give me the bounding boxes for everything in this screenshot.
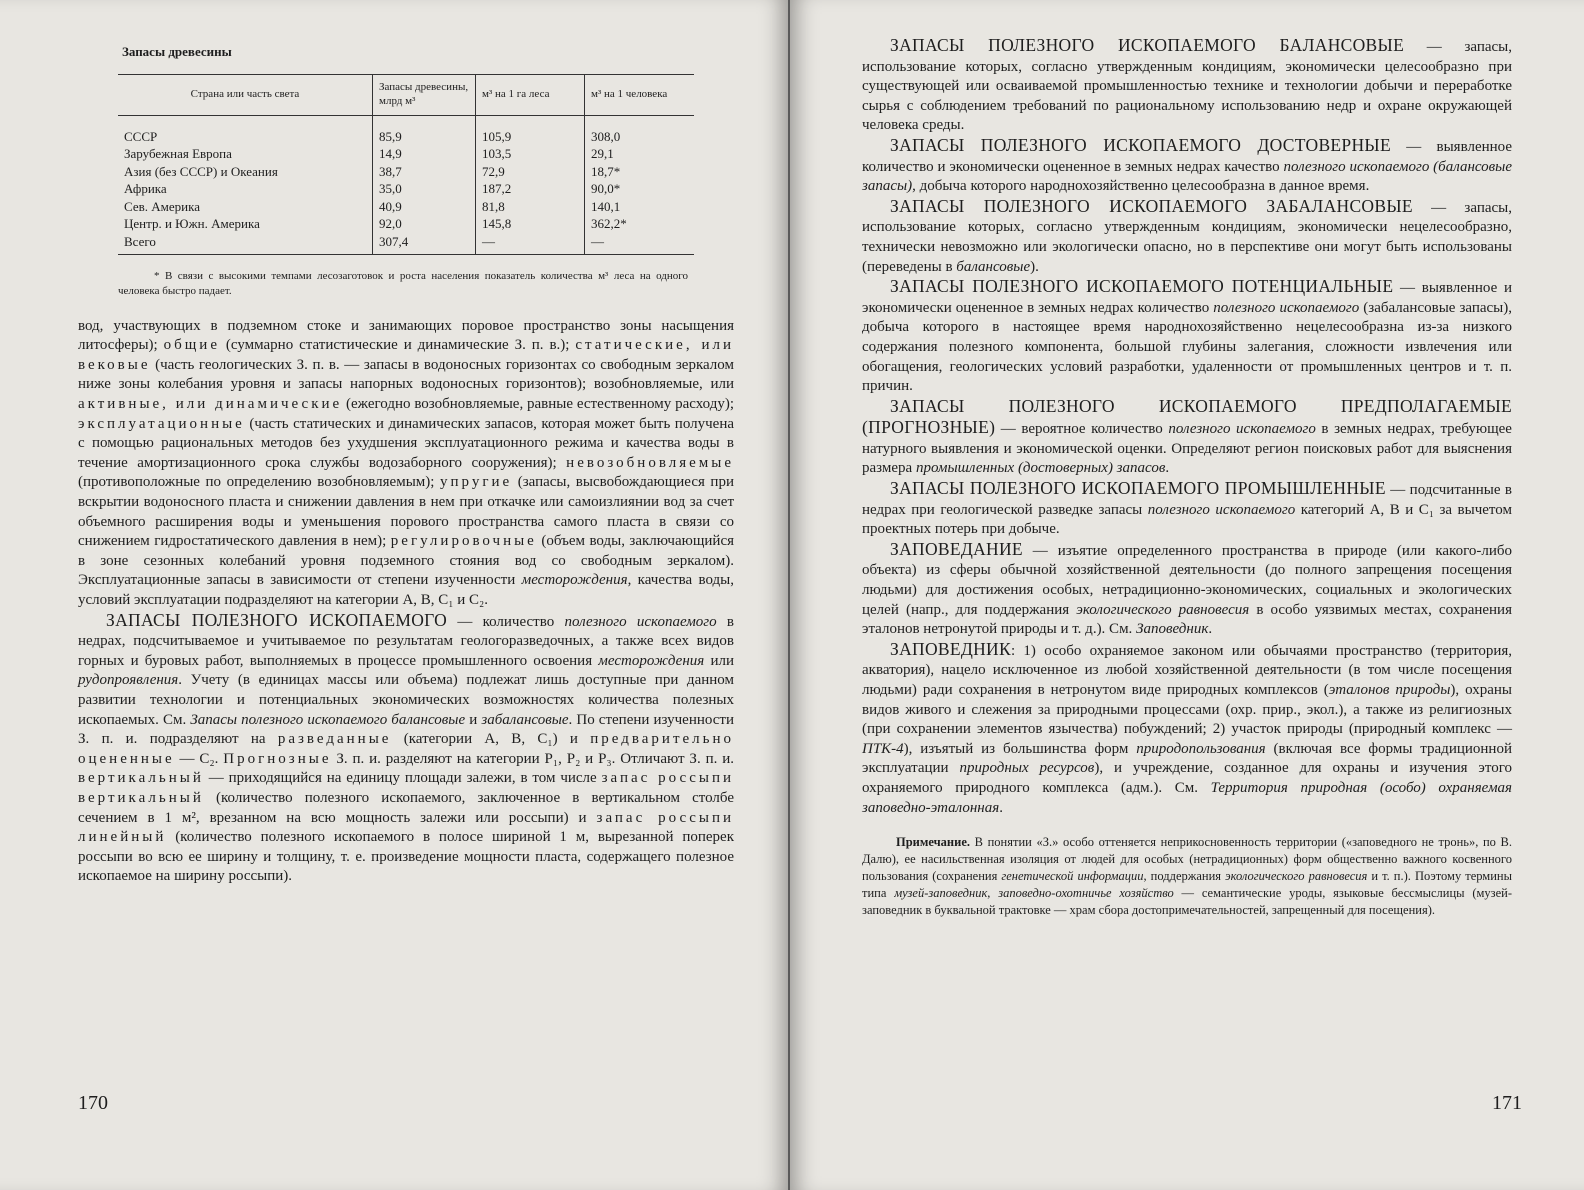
- cell-reserves: 92,0: [373, 215, 476, 233]
- table-row: [118, 180, 694, 198]
- table-row: [118, 163, 694, 181]
- note-paragraph: Примечание. В понятии «З.» особо оттеняется неприкосновенность территории («заповедного не тронь», по В. Далю), ее насильственная изоляция от людей для особых (нетрадиционных) форм общественно важного косвенного пользования (сохранения генетической информации, поддержания экологического равновесия и т. п.). Поэтому термины типа музей-заповедник, заповедно-охотничье хозяйство — семантические уроды, языковые бессмыслицы (музей-заповедник в буквальной трактовке — храм сбора достопримечательностей, запрещенный для посещения).: [862, 835, 1513, 918]
- cell-per-person: 140,1: [585, 198, 695, 216]
- cell-reserves: 40,9: [373, 198, 476, 216]
- cell-country: Зарубежная Европа: [124, 146, 232, 161]
- cell-country: Всего: [118, 233, 373, 255]
- cell-per-ha: 72,9: [476, 163, 585, 181]
- cell-reserves: 35,0: [373, 180, 476, 198]
- table-row: [118, 215, 694, 233]
- left-page: [0, 0, 788, 1190]
- table-row: [118, 233, 694, 255]
- table-footnote: * В связи с высокими темпами лесозаготовок и роста населения показатель количества м³ леса на одного человека быстро падает.: [118, 270, 688, 297]
- cell-per-ha: 103,5: [476, 145, 585, 163]
- table-row: [118, 145, 694, 163]
- cell-reserves: 307,4: [373, 233, 476, 255]
- cell-per-person: 308,0: [585, 115, 695, 145]
- cell-per-person: 90,0*: [585, 180, 695, 198]
- cell-country: Сев. Америка: [124, 198, 200, 214]
- column-header-per-person: м³ на 1 человека: [585, 75, 695, 116]
- right-body-text: ЗАПАСЫ ПОЛЕЗНОГО ИСКОПАЕМОГО БАЛАНСОВЫЕ — запасы, использование которых, согласно утвержденным кондициям, экономически целесообразно при существующей или осваиваемой промышленностью технике и технологии добычи и переработке сырья с соблюдением требований по рациональному использованию недр и охране окружающей человека среды. ЗАПАСЫ ПОЛЕЗНОГО ИСКОПАЕМОГО ДОСТОВЕРНЫЕ — выявленное количество и экономически оцененное в земных недрах качество полезного ископаемого (балансовые запасы), добыча которого народнохозяйственно целесообразна в данное время. ЗАПАСЫ ПОЛЕЗНОГО ИСКОПАЕМОГО ЗАБАЛАНСОВЫЕ — запасы, использование которых, согласно утвержденным кондициям, экономически нецелесообразно, технически невозможно или экологически опасно, но в перспективе они могут быть использованы (переведены в балансовые). ЗАПАСЫ ПОЛЕЗНОГО ИСКОПАЕМОГО ПОТЕНЦИАЛЬНЫЕ — выявленное и экономически оцененное в земных недрах количество полезного ископаемого (забалансовые запасы), добыча которого в настоящее время народнохозяйственно нецелесообразна из-за низкого содержания полезного компонента, большой глубины залегания, сложности извлечения или обогащения, геологических условий разработки, удаленности от промышленных центров и т. п. причин. ЗАПАСЫ ПОЛЕЗНОГО ИСКОПАЕМОГО ПРЕДПОЛАГАЕМЫЕ (ПРОГНОЗНЫЕ) — вероятное количество полезного ископаемого в земных недрах, требующее натурного выявления и экономической оценки. Определяют регион поисковых работ для выяснения размера промышленных (достоверных) запасов. ЗАПАСЫ ПОЛЕЗНОГО ИСКОПАЕМОГО ПРОМЫШЛЕННЫЕ — подсчитанные в недрах при геологической разведке запасы полезного ископаемого категорий А, В и C₁ за вычетом проектных потерь при добыче. ЗАПОВЕДАНИЕ — изъятие определенного пространства в природе (или какого-либо объекта) из сферы обычной хозяйственной деятельности (до полного запрещения посещения людьми) для достижения особых, нетрадиционно-экономических, социальных и экологических целей (напр., для поддержания экологического равновесия в особо уязвимых местах, сохранения эталонов нетронутой природы и т. д.). См. Заповедник. ЗАПОВЕДНИК: 1) особо охраняемое законом или обычаями пространство (территория, акватория), нацело исключенное из любой хозяйственной деятельности (в том числе посещения людьми) ради сохранения в нетронутом виде природных комплексов (эталонов природы), охраны видов живого и слежения за природными процессами (охр. прир., экол.), а также из религиозных (при сохранении элементов язычества) побуждений; 2) участок природы (природный комплекс — ПТК-4), изъятый из большинства форм природопользования (включая все формы традиционной эксплуатации природных ресурсов), и учреждение, созданное для охраны и изучения этого охраняемого природного комплекса (адм.). См. Территория природная (особо) охраняемая заповедно-эталонная.: [862, 35, 1513, 816]
- cell-per-ha: 81,8: [476, 198, 585, 216]
- column-header-per-ha: м³ на 1 га леса: [476, 75, 585, 116]
- cell-country: Центр. и Южн. Америка: [124, 216, 260, 231]
- cell-per-ha: 105,9: [476, 115, 585, 145]
- cell-per-person: 29,1: [585, 145, 695, 163]
- cell-per-ha: 187,2: [476, 180, 585, 198]
- cell-per-person: 362,2*: [585, 215, 695, 233]
- wood-reserves-table: [118, 74, 694, 255]
- column-header-country: Страна или часть света: [118, 75, 373, 116]
- cell-per-ha: —: [476, 233, 585, 255]
- column-header-reserves: Запасы древесины, млрд м³: [373, 75, 476, 116]
- cell-reserves: 38,7: [373, 163, 476, 181]
- cell-per-person: 18,7*: [585, 163, 695, 181]
- table-row: [118, 198, 694, 216]
- page-number-left: 170: [78, 1092, 108, 1114]
- cell-country: Азия (без СССР) и Океания: [124, 163, 278, 179]
- cell-per-ha: 145,8: [476, 215, 585, 233]
- right-page: [790, 0, 1584, 1190]
- table-title: Запасы древесины: [122, 44, 232, 59]
- page-number-right: 171: [1492, 1092, 1522, 1114]
- cell-per-person: —: [585, 233, 695, 255]
- cell-reserves: 85,9: [373, 115, 476, 145]
- cell-country: Африка: [124, 181, 167, 196]
- left-body-text: вод, участвующих в подземном стоке и занимающих поровое пространство зоны насыщения литосферы); общие (суммарно статистические и динамические З. п. в.); статические, или вековые (часть геологических З. п. в. — запасы в водоносных горизонтах со свободным зеркалом ниже зоны колебания уровня и запасы напорных водоносных горизонтов); возобновляемые, или активные, или динамические (ежегодно возобновляемые, равные естественному расходу); эксплуатационные (часть статических и динамических запасов, которая может быть получена с помощью рациональных методов без ухудшения эксплуатационного режима и качества воды в течение амортизационного срока службы водозаборного сооружения); невозобновляемые (противоположные по определению возобновляемым); упругие (запасы, высвобождающиеся при вскрытии водоносного пласта и снижении давления в нем при откачке или самоизлиянии вод за счет объемного расширения воды и уменьшения порового пространства самого пласта в связи со снижением гидростатического давления в нем); регулировочные (объем воды, заключающийся в зоне сезонных колебаний уровня подземного стояния вод со свободным зеркалом). Эксплуатационные запасы в зависимости от степени изученности месторождения, качества воды, условий эксплуатации подразделяют на категории А, В, C₁ и C₂. ЗАПАСЫ ПОЛЕЗНОГО ИСКОПАЕМОГО — количество полезного ископаемого в недрах, подсчитываемое и учитываемое по результатам геологоразведочных, а также всех видов горных и буровых работ, выполняемых в процессе промышленного освоения месторождения или рудопроявления. Учету (в единицах массы или объема) подлежат лишь доступные при данном развитии технологии и потенциальных экономических возможностях количества полезных ископаемых. См. Запасы полезного ископаемого балансовые и забалансовые. По степени изученности З. п. и. подразделяют на разведанные (категории А, В, C₁) и предварительно оцененные — C₂. Прогнозные З. п. и. разделяют на категории P₁, P₂ и P₃. Отличают З. п. и. вертикальный — приходящийся на единицу площади залежи, в том числе запас россыпи вертикальный (количество полезного ископаемого, заключенное в вертикальном столбе сечением в 1 м², врезанном на всю мощность залежи или россыпи) и запас россыпи линейный (количество полезного ископаемого в полосе шириной 1 м, вырезанной поперек россыпи во всю ее ширину и толщину, т. е. произведение мощности пласта, содержащего полезное ископаемое на ширину россыпи).: [78, 317, 735, 885]
- cell-reserves: 14,9: [373, 145, 476, 163]
- table-row: [118, 115, 694, 145]
- cell-country: СССР: [124, 128, 158, 144]
- note-label: Примечание.: [896, 835, 971, 850]
